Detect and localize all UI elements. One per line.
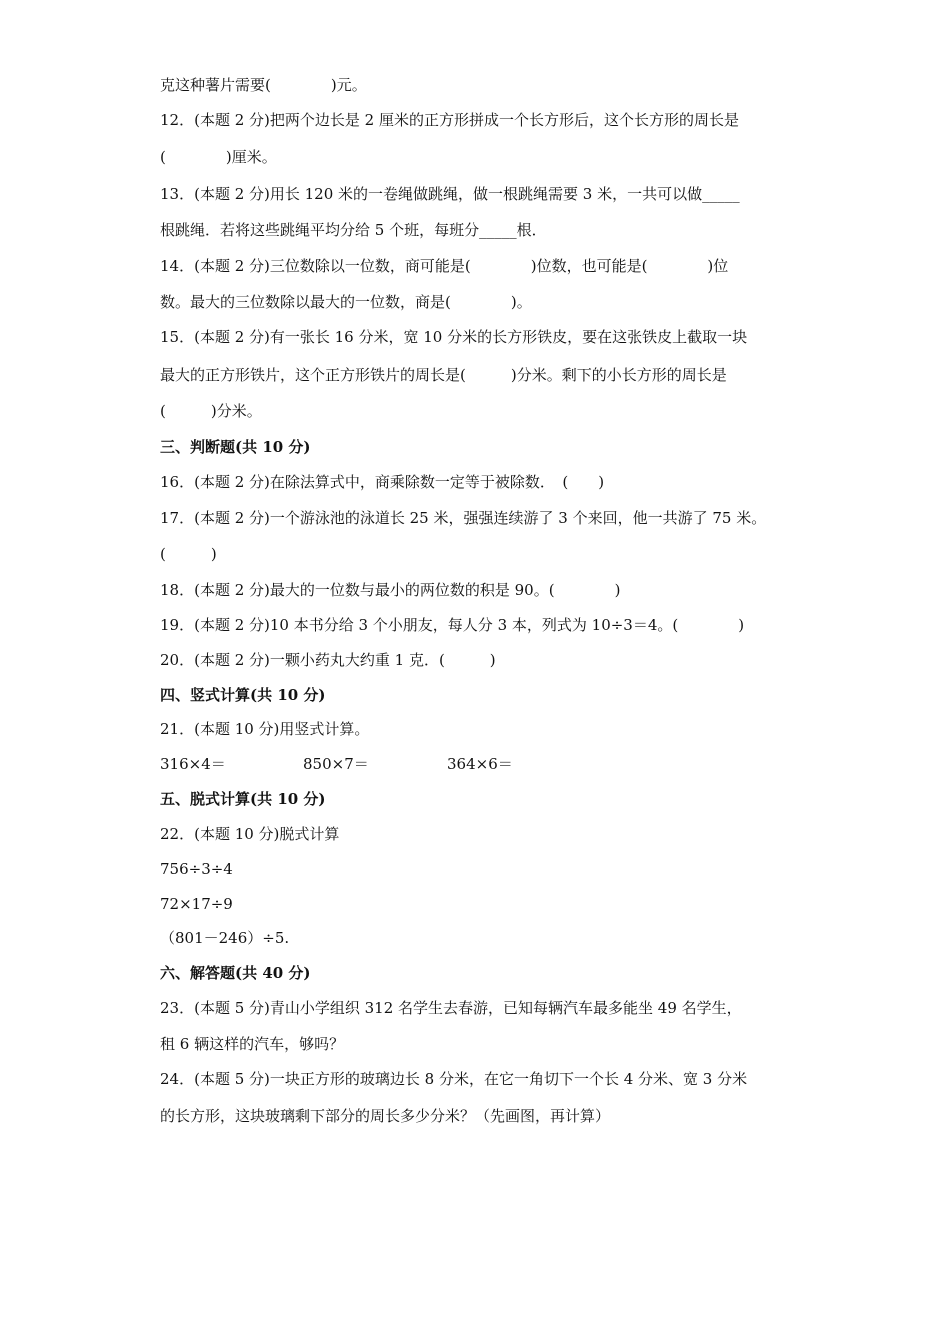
question-22: 22．(本题 10 分)脱式计算 (160, 825, 340, 843)
expression-2: 72×17÷9 (160, 895, 233, 913)
expression-3: （801－246）÷5. (160, 929, 290, 947)
question-14-continuation: 数。最大的三位数除以最大的一位数，商是( )。 (160, 293, 532, 311)
expression-1: 756÷3÷4 (160, 860, 233, 878)
calc-850x7: 850×7＝ (303, 755, 369, 773)
question-17-continuation: ( ) (160, 545, 217, 563)
question-13-continuation: 根跳绳．若将这些跳绳平均分给 5 个班，每班分_____根． (160, 221, 547, 239)
question-19: 19．(本题 2 分)10 本书分给 3 个小朋友，每人分 3 本，列式为 10÷3＝4。( ) (160, 616, 745, 634)
calc-316x4: 316×4＝ (160, 755, 226, 773)
section-6-heading: 六、解答题(共 40 分) (160, 964, 311, 982)
q11-continuation: 克这种薯片需要( )元。 (160, 76, 367, 94)
calc-364x6: 364×6＝ (447, 755, 513, 773)
question-20: 20．(本题 2 分)一颗小药丸大约重 1 克．( ) (160, 651, 496, 669)
question-17: 17．(本题 2 分)一个游泳池的泳道长 25 米，强强连续游了 3 个来回，他一共游了 75 米。 (160, 509, 767, 527)
section-4-heading: 四、竖式计算(共 10 分) (160, 686, 326, 704)
question-15: 15．(本题 2 分)有一张长 16 分米，宽 10 分米的长方形铁皮，要在这张铁皮上截取一块 (160, 328, 748, 346)
question-24: 24．(本题 5 分)一块正方形的玻璃边长 8 分米，在它一角切下一个长 4 分米、宽 3 分米 (160, 1070, 748, 1088)
question-21: 21．(本题 10 分)用竖式计算。 (160, 720, 370, 738)
question-23: 23．(本题 5 分)青山小学组织 312 名学生去春游，已知每辆汽车最多能坐 49 名学生， (160, 999, 742, 1017)
question-15-continuation-2: ( )分米。 (160, 402, 262, 420)
question-14: 14．(本题 2 分)三位数除以一位数，商可能是( )位数，也可能是( )位 (160, 257, 729, 275)
question-12-continuation: ( )厘米。 (160, 148, 277, 166)
section-3-heading: 三、判断题(共 10 分) (160, 438, 311, 456)
question-24-continuation: 的长方形，这块玻璃剩下部分的周长多少分米？（先画图，再计算） (160, 1107, 611, 1125)
question-12: 12．(本题 2 分)把两个边长是 2 厘米的正方形拼成一个长方形后，这个长方形的周长是 (160, 111, 739, 129)
question-18: 18．(本题 2 分)最大的一位数与最小的两位数的积是 90。( ) (160, 581, 621, 599)
question-23-continuation: 租 6 辆这样的汽车，够吗？ (160, 1035, 345, 1053)
question-13: 13．(本题 2 分)用长 120 米的一卷绳做跳绳，做一根跳绳需要 3 米，一共可以做_____ (160, 185, 740, 203)
section-5-heading: 五、脱式计算(共 10 分) (160, 790, 326, 808)
question-16: 16．(本题 2 分)在除法算式中，商乘除数一定等于被除数． ( ) (160, 473, 605, 491)
question-15-continuation: 最大的正方形铁片，这个正方形铁片的周长是( )分米。剩下的小长方形的周长是 (160, 366, 727, 384)
